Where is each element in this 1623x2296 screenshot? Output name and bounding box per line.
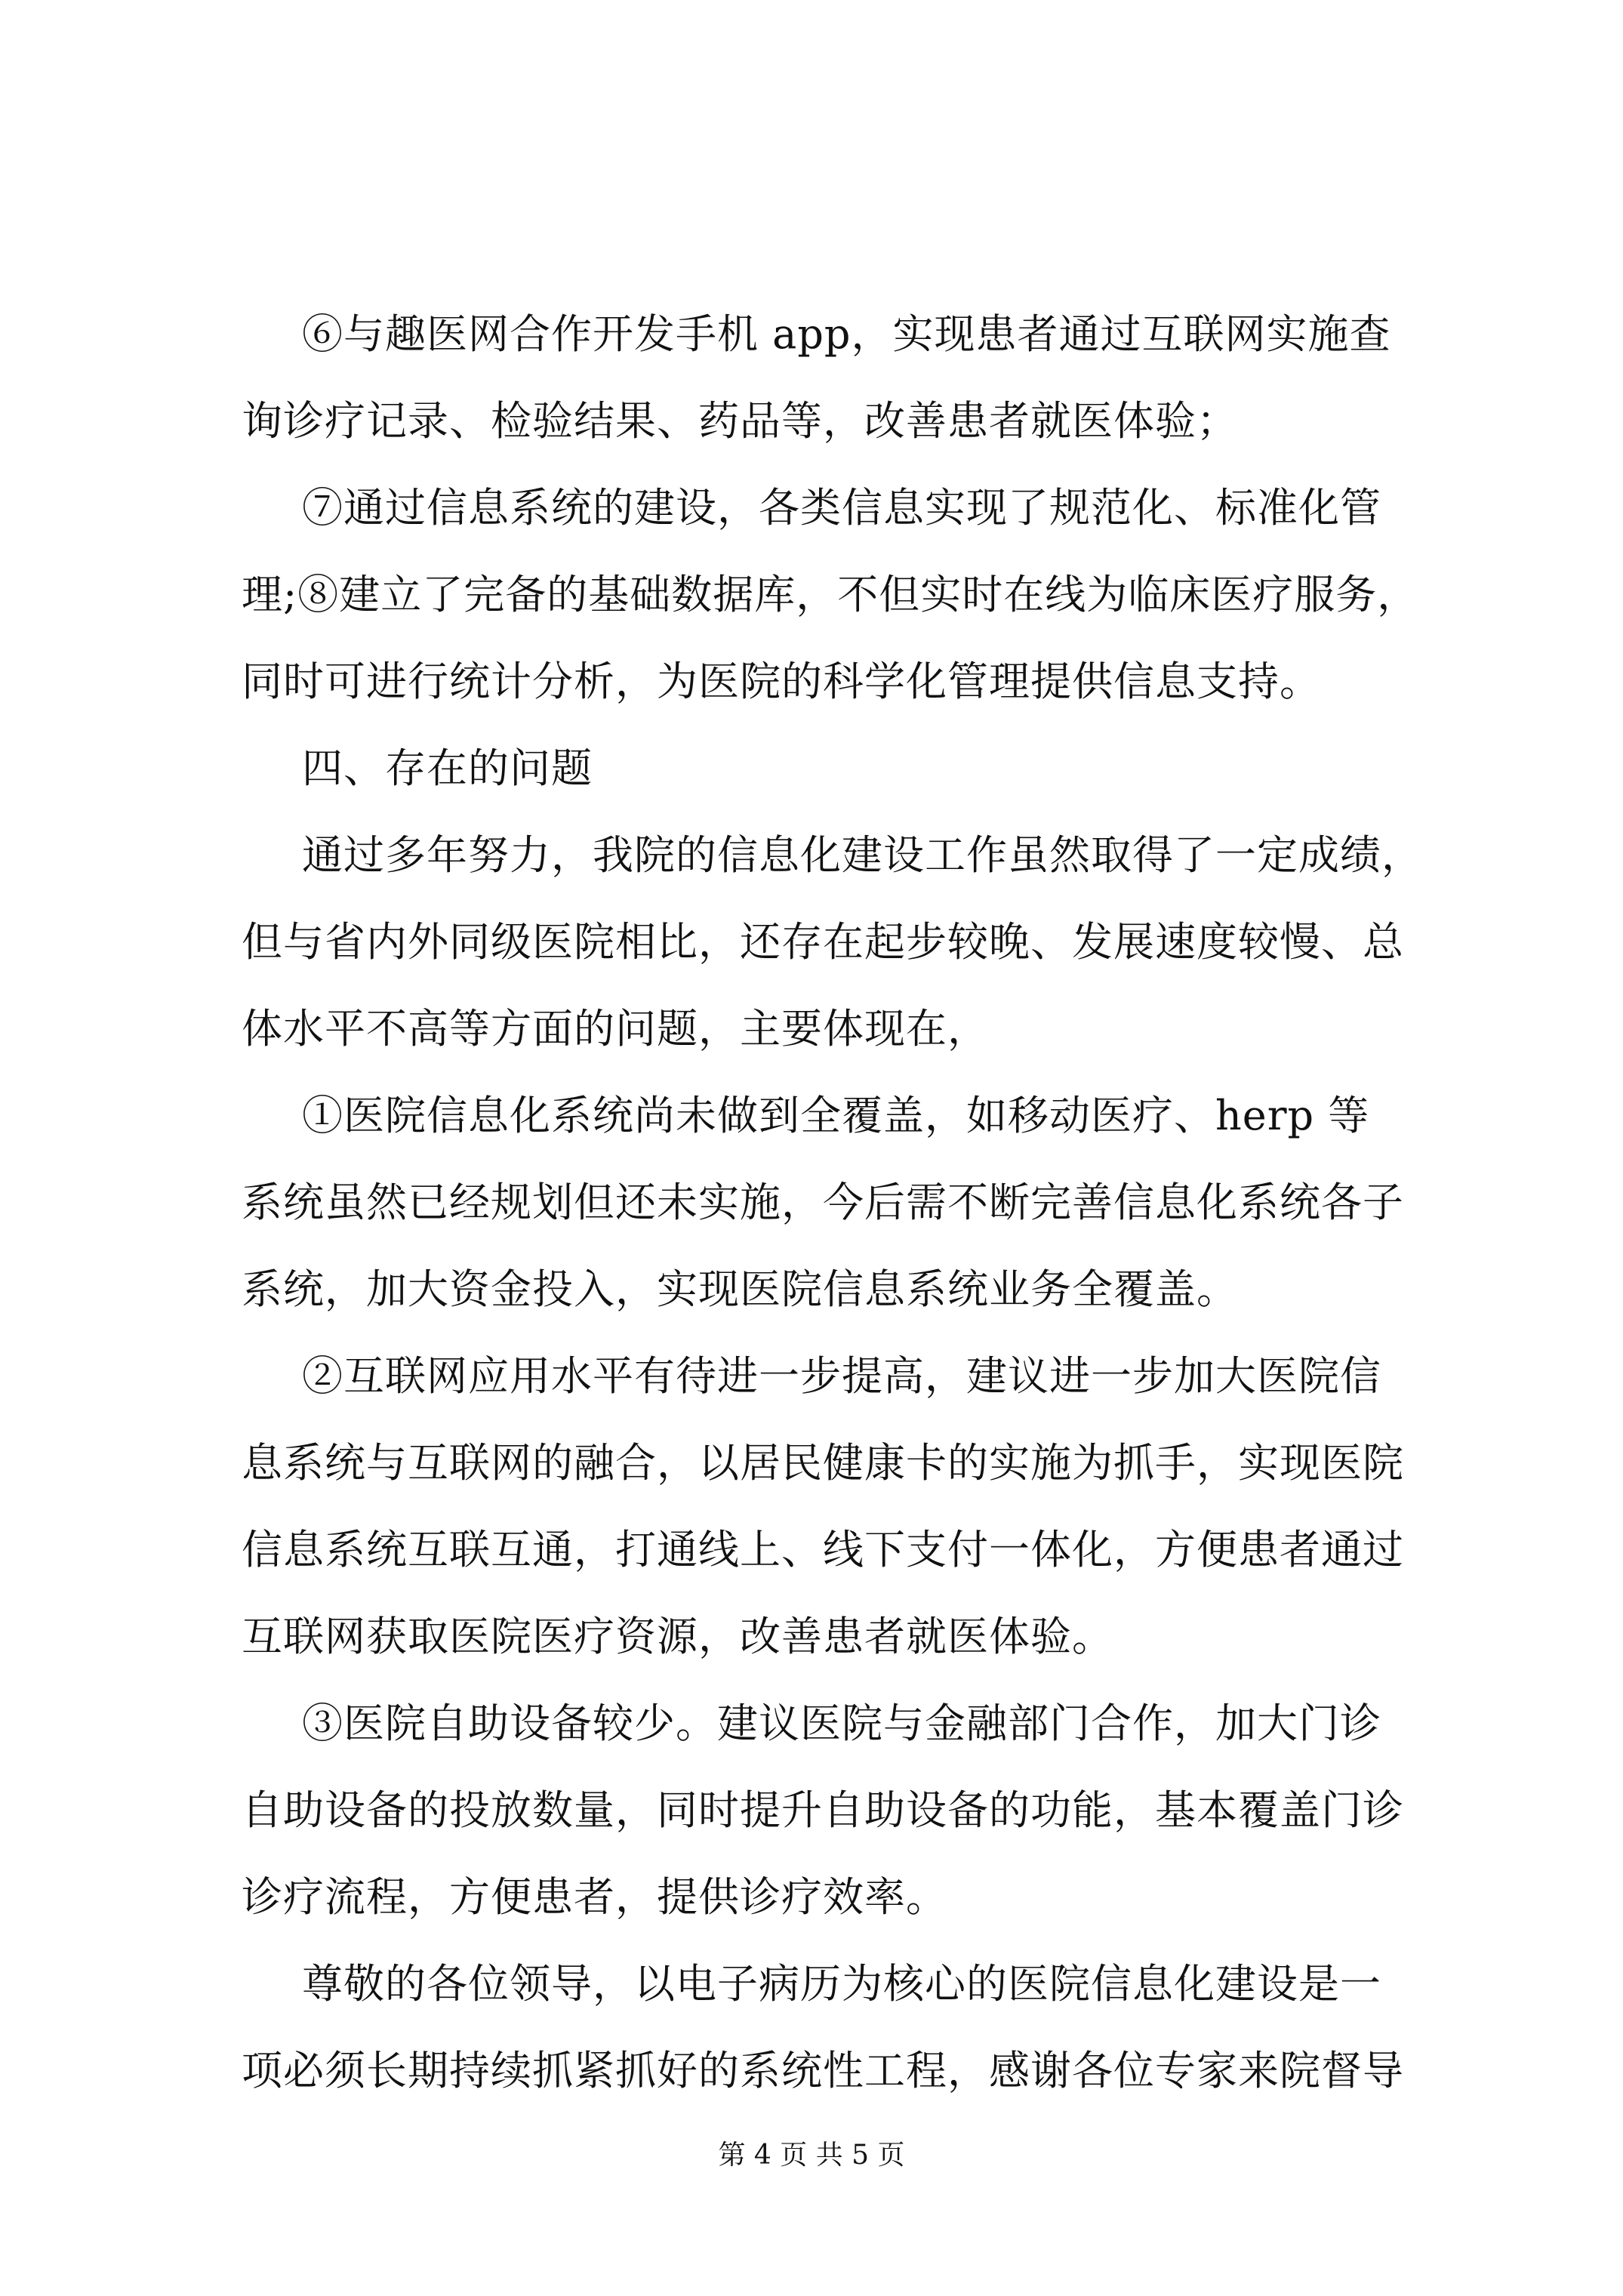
text-line: 理;⑧建立了完备的基础数据库，不但实时在线为临床医疗服务， (242, 571, 1419, 618)
text-line: 系统虽然已经规划但还未实施，今后需不断完善信息化系统各子 (242, 1179, 1404, 1226)
text-line: ③医院自助设备较少。建议医院与金融部门合作，加大门诊 (302, 1700, 1381, 1747)
text-line: 项必须长期持续抓紧抓好的系统性工程，感谢各位专家来院督导 (242, 2047, 1404, 2094)
text-line: 信息系统互联互通，打通线上、线下支付一体化，方便患者通过 (242, 1526, 1404, 1573)
text-line: ⑦通过信息系统的建设，各类信息实现了规范化、标准化管 (302, 484, 1381, 532)
text-line: 息系统与互联网的融合，以居民健康卡的实施为抓手，实现医院 (242, 1439, 1404, 1487)
text-line: 通过多年努力，我院的信息化建设工作虽然取得了一定成绩， (302, 831, 1423, 879)
text-line: 诊疗流程，方便患者，提供诊疗效率。 (242, 1873, 947, 1921)
section-heading: 四、存在的问题 (302, 744, 593, 792)
text-line: ⑥与趣医网合作开发手机 app，实现患者通过互联网实施查 (302, 310, 1391, 358)
text-line: 系统，加大资金投入，实现医院信息系统业务全覆盖。 (242, 1265, 1238, 1313)
text-line: 体水平不高等方面的问题，主要体现在， (242, 1005, 989, 1052)
text-line: 尊敬的各位领导，以电子病历为核心的医院信息化建设是一 (302, 1960, 1381, 2008)
text-line: ①医院信息化系统尚未做到全覆盖，如移动医疗、herp 等 (302, 1092, 1370, 1139)
page-number-footer: 第 4 页 共 5 页 (718, 2140, 905, 2171)
text-line: 询诊疗记录、检验结果、药品等，改善患者就医体验； (242, 397, 1238, 445)
text-line: ②互联网应用水平有待进一步提高，建议进一步加大医院信 (302, 1352, 1381, 1400)
text-line: 但与省内外同级医院相比，还存在起步较晚、发展速度较慢、总 (242, 918, 1404, 966)
text-line: 互联网获取医院医疗资源，改善患者就医体验。 (242, 1613, 1113, 1660)
text-line: 同时可进行统计分析，为医院的科学化管理提供信息支持。 (242, 658, 1321, 705)
text-line: 自助设备的投放数量，同时提升自助设备的功能，基本覆盖门诊 (242, 1786, 1404, 1834)
